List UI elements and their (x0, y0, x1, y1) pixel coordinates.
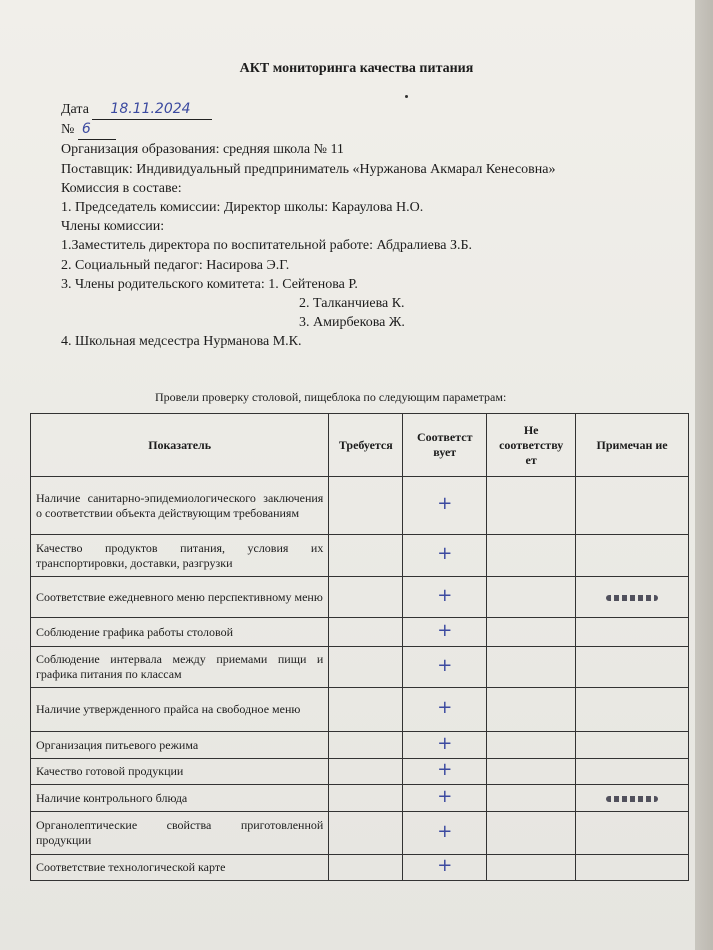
plus-mark: + (437, 697, 453, 718)
plus-mark: + (437, 493, 453, 514)
member-3: 3. Члены родительского комитета: 1. Сейтенова Р. (61, 276, 358, 292)
row-not-complies (487, 647, 576, 688)
row-complies (403, 477, 487, 535)
header-not-complies: Не соответству ет (487, 414, 576, 477)
row-required (329, 855, 403, 881)
supplier: Поставщик: Индивидуальный предприниматель «Нуржанова Акмарал Кенесовна» (61, 161, 556, 177)
member-2: 2. Социальный педагог: Насирова Э.Г. (61, 257, 290, 273)
table-row (31, 647, 689, 688)
header-note: Примечан ие (576, 414, 689, 477)
plus-mark: + (437, 759, 453, 780)
commission-label: Комиссия в составе: (61, 180, 182, 196)
row-required (329, 812, 403, 855)
row-indicator: Качество готовой продукции (31, 759, 329, 785)
row-indicator: Соблюдение интервала между приемами пищи и графика питания по классам (31, 647, 329, 688)
number-line (61, 120, 555, 140)
number-value: 6 (78, 120, 116, 140)
row-note (576, 732, 689, 759)
row-note (576, 477, 689, 535)
row-complies (403, 647, 487, 688)
handwritten-note (606, 595, 658, 601)
row-indicator: Органолептические свойства приготовленной продукции (31, 812, 329, 855)
member-4: 4. Школьная медсестра Нурманова М.К. (61, 334, 302, 350)
row-indicator: Наличие санитарно-эпидемиологического заключения о соответствии объекта действующим требованиям (31, 477, 329, 535)
table-row (31, 535, 689, 577)
table-row (31, 855, 689, 881)
organization: Организация образования: средняя школа № 11 (61, 142, 344, 158)
table-row (31, 688, 689, 732)
header-required: Требуется (329, 414, 403, 477)
number-label: № (61, 122, 75, 138)
row-required (329, 618, 403, 647)
row-indicator: Наличие контрольного блюда (31, 785, 329, 812)
row-required (329, 688, 403, 732)
table-row (31, 477, 689, 535)
row-not-complies (487, 688, 576, 732)
row-note (576, 688, 689, 732)
row-note (576, 577, 689, 618)
row-indicator: Соответствие технологической карте (31, 855, 329, 881)
row-not-complies (487, 535, 576, 577)
row-required (329, 732, 403, 759)
ink-dot (405, 95, 408, 98)
members-label: Члены комиссии: (61, 219, 165, 235)
row-note (576, 785, 689, 812)
table-row (31, 732, 689, 759)
row-note (576, 618, 689, 647)
row-complies (403, 732, 487, 759)
row-required (329, 759, 403, 785)
plus-mark: + (437, 732, 453, 754)
row-complies (403, 577, 487, 618)
row-indicator: Соблюдение графика работы столовой (31, 618, 329, 647)
row-indicator: Качество продуктов питания, условия их транспортировки, доставки, разгрузки (31, 535, 329, 577)
row-not-complies (487, 785, 576, 812)
date-value: 18.11.2024 (92, 100, 212, 120)
plus-mark: + (437, 619, 453, 641)
table-caption: Провели проверку столовой, пищеблока по следующим параметрам: (155, 390, 507, 404)
row-not-complies (487, 577, 576, 618)
row-note (576, 855, 689, 881)
date-label: Дата (61, 102, 89, 117)
row-indicator: Наличие утвержденного прайса на свободное меню (31, 688, 329, 732)
row-indicator: Соответствие ежедневного меню перспективному меню (31, 577, 329, 618)
document-title: АКТ мониторинга качества питания (239, 61, 474, 76)
plus-mark: + (437, 785, 453, 807)
chairman: 1. Председатель комиссии: Директор школы: Караулова Н.О. (61, 200, 424, 216)
plus-mark: + (437, 855, 453, 876)
table-header-row (31, 414, 689, 477)
row-not-complies (487, 855, 576, 881)
plus-mark: + (437, 584, 453, 606)
row-not-complies (487, 477, 576, 535)
row-complies (403, 855, 487, 881)
member-3c: 3. Амирбекова Ж. (299, 315, 405, 331)
row-complies (403, 535, 487, 577)
row-indicator: Организация питьевого режима (31, 732, 329, 759)
header-complies: Соответст вует (403, 414, 487, 477)
header-indicator: Показатель (31, 414, 329, 477)
plus-mark: + (437, 543, 453, 564)
row-complies (403, 688, 487, 732)
row-not-complies (487, 812, 576, 855)
row-complies (403, 812, 487, 855)
row-complies (403, 618, 487, 647)
row-not-complies (487, 618, 576, 647)
row-note (576, 812, 689, 855)
row-complies (403, 759, 487, 785)
row-complies (403, 785, 487, 812)
table-row (31, 577, 689, 618)
plus-mark: + (437, 820, 453, 842)
row-note (576, 647, 689, 688)
document-header-info (61, 100, 555, 352)
monitoring-table (30, 413, 689, 881)
row-required (329, 577, 403, 618)
row-required (329, 647, 403, 688)
background-edge (695, 0, 713, 950)
row-required (329, 785, 403, 812)
table-row (31, 812, 689, 855)
handwritten-note (606, 796, 658, 802)
date-line (61, 100, 555, 120)
table-row (31, 759, 689, 785)
plus-mark: + (437, 654, 453, 676)
row-not-complies (487, 759, 576, 785)
row-note (576, 535, 689, 577)
row-required (329, 477, 403, 535)
table-row (31, 618, 689, 647)
table-row (31, 785, 689, 812)
row-note (576, 759, 689, 785)
row-required (329, 535, 403, 577)
member-3b: 2. Талканчиева К. (299, 296, 405, 312)
row-not-complies (487, 732, 576, 759)
member-1: 1.Заместитель директора по воспитательной работе: Абдралиева З.Б. (61, 238, 473, 254)
